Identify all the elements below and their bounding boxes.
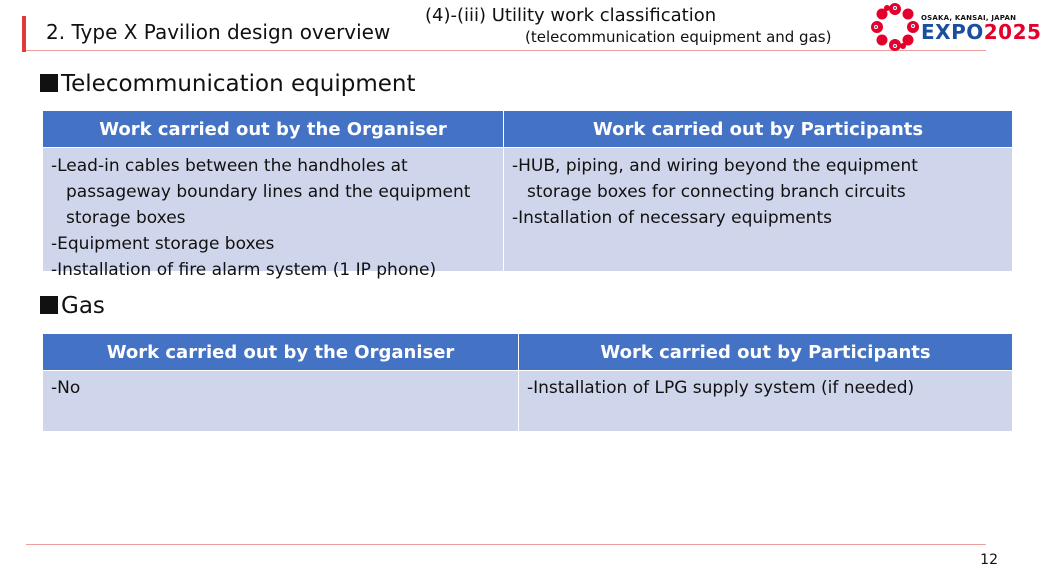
- table-row: [43, 148, 1013, 272]
- list-item: passageway boundary lines and the equipment: [66, 182, 471, 202]
- telecom-participants-cell: [504, 148, 1013, 272]
- gas-heading-text: Gas: [61, 293, 105, 319]
- header-divider: [26, 50, 986, 51]
- telecom-heading: [40, 71, 415, 97]
- gas-heading: [40, 293, 105, 319]
- list-item: -Installation of necessary equipments: [512, 208, 832, 228]
- telecom-organiser-cell: [43, 148, 504, 280]
- telecom-col-participants: Work carried out by Participants: [504, 111, 1013, 148]
- table-header-row: [43, 111, 1013, 148]
- footer-divider: [26, 544, 986, 545]
- gas-participants-cell: -Installation of LPG supply system (if needed): [519, 371, 1013, 432]
- list-item: -HUB, piping, and wiring beyond the equipment: [512, 156, 918, 176]
- logo-wordmark: [921, 20, 1041, 44]
- gas-col-participants: Work carried out by Participants: [519, 334, 1013, 371]
- telecom-col-organiser: Work carried out by the Organiser: [43, 111, 504, 148]
- section-title: 2. Type X Pavilion design overview: [46, 20, 391, 44]
- list-item: -Lead-in cables between the handholes at: [51, 156, 408, 176]
- heading-bullet-square-icon: [40, 296, 58, 314]
- title-accent-bar: [22, 16, 26, 52]
- logo-year-text: 2025: [983, 20, 1041, 44]
- logo-expo-text: EXPO: [921, 20, 984, 44]
- table-header-row: [43, 334, 1013, 371]
- table-row: [43, 371, 1013, 432]
- slide-subtitle-line2: (telecommunication equipment and gas): [525, 28, 832, 46]
- gas-organiser-cell: -No: [43, 371, 519, 432]
- slide-subtitle-line1: (4)-(iii) Utility work classification: [425, 5, 717, 26]
- list-item: -Equipment storage boxes: [51, 234, 275, 254]
- telecom-table: [42, 110, 1013, 280]
- gas-table: [42, 333, 1013, 432]
- expo-logo-mark-icon: [870, 2, 920, 52]
- heading-bullet-square-icon: [40, 74, 58, 92]
- gas-col-organiser: Work carried out by the Organiser: [43, 334, 519, 371]
- page-number: 12: [980, 552, 998, 568]
- list-item: storage boxes: [66, 208, 186, 228]
- telecom-heading-text: Telecommunication equipment: [61, 71, 416, 97]
- list-item: storage boxes for connecting branch circuits: [527, 182, 906, 202]
- list-item: -Installation of fire alarm system (1 IP phone): [51, 260, 437, 280]
- logo-location-text: OSAKA, KANSAI, JAPAN: [921, 14, 1017, 22]
- expo-2025-logo: [870, 2, 1041, 52]
